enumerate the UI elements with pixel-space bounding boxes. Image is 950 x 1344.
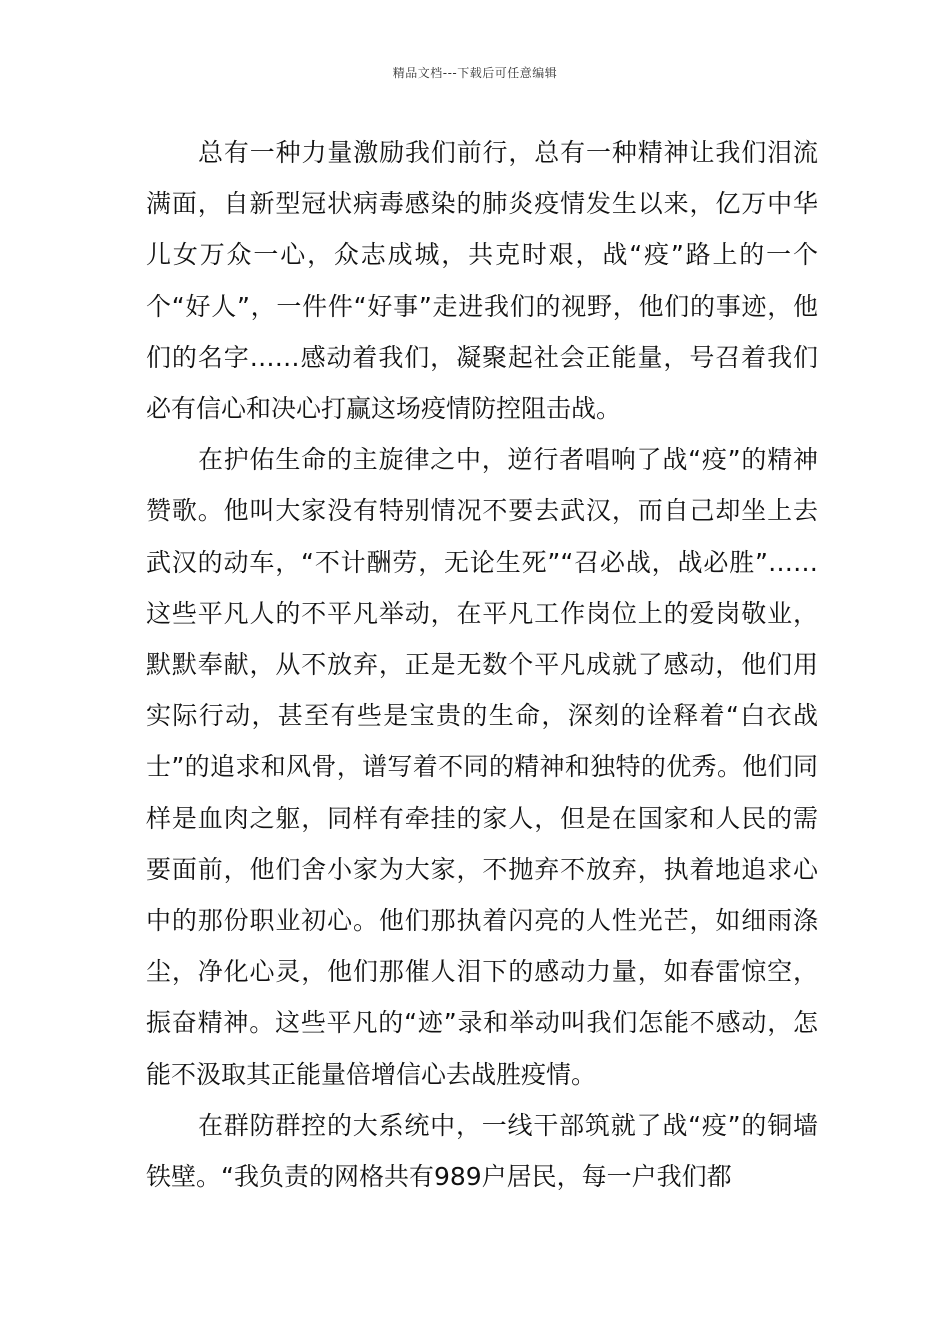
paragraph-1: 总有一种力量激励我们前行，总有一种精神让我们泪流满面，自新型冠状病毒感染的肺炎疫情发生以来，亿万中华儿女万众一心，众志成城，共克时艰，战“疫”路上的一个个“好人”，一件件“好事”走进我们的视野，他们的事迹，他们的名字……感动着我们，凝聚起社会正能量，号召着我们必有信心和决心打赢这场疫情防控阻击战。 — [146, 138, 818, 424]
page-header: 精品文档---下载后可任意编辑 — [392, 66, 558, 80]
paragraph-3: 在群防群控的大系统中，一线干部筑就了战“疫”的铜墙铁壁。“我负责的网格共有989户居民，每一户我们都 — [146, 1110, 818, 1192]
paragraph-2: 在护佑生命的主旋律之中，逆行者唱响了战“疫”的精神赞歌。他叫大家没有特别情况不要去武汉，而自己却坐上去武汉的动车，“不计酬劳，无论生死”“召必战，战必胜”……这些平凡人的不平凡举动，在平凡工作岗位上的爱岗敬业，默默奉献，从不放弃，正是无数个平凡成就了感动，他们用实际行动，甚至有些是宝贵的生命，深刻的诠释着“白衣战士”的追求和风骨，谱写着不同的精神和独特的优秀。他们同样是血肉之躯，同样有牵挂的家人，但是在国家和人民的需要面前，他们舍小家为大家，不抛弃不放弃，执着地追求心中的那份职业初心。他们那执着闪亮的人性光芒，如细雨涤尘，净化心灵，他们那催人泪下的感动力量，如春雷惊空，振奋精神。这些平凡的“迹”录和举动叫我们怎能不感动，怎能不汲取其正能量倍增信心去战胜疫情。 — [146, 445, 818, 1089]
document-body — [146, 127, 818, 1202]
